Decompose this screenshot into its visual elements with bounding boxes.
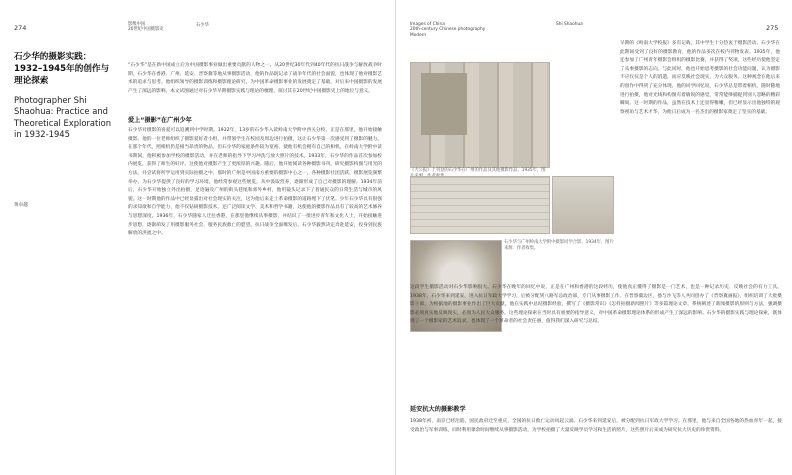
article-author: 黄卓越: [14, 203, 28, 208]
article-title-zh: 石少华的摄影实践：1932–1945年的创作与理论探索: [14, 52, 110, 86]
magazine-page-photo: [552, 176, 614, 234]
section1-body: 石少华对摄影的喜爱可以追溯到中学时期。1932年，13岁的石少华入读岭南大学附中西关分校，正是在那里，他开始接触摄影。他的一位老师组织了摄影爱好者小组，并带领学生在校园及周边进行拍摄，这让石少华第一次感受到了摄影的魅力。在那个年代，照相机仍是相当昂贵的物品，但石少华的家庭条件较为宽裕，使他有机会拥有自己的相机。在岭南大学附中读书期间，他积极参加学校的摄影活动，并在老师的指导下学习冲洗与放大照片的技术。1933年，石少华的作品首次参加校内展览，获得了师生的好评。这使他对摄影产生了更浓厚的兴趣。随后，他开始阅读各种摄影书刊，研究摄影构图与用光的方法，并尝试将所学运用到实际拍摄之中。那时的广州是中国南方重要的摄影中心之一，各种摄影社团活跃，摄影展览频繁举办，为石少华提供了良好的学习环境。他经常参观这些展览，从中汲取营养，逐渐形成了自己对摄影的理解。1934年前后，石少华开始独立外出拍摄，足迹遍及广州的街头巷尾和郊外乡村，他用镜头记录下了普通民众的日常生活与城市的风貌。这一时期他的作品中已经显露出对社会现实的关注，这为他后来走上革命摄影的道路埋下了伏笔。少年石少华具有很强的求知欲和自学能力，他不仅钻研摄影技术，还广泛阅读文学、美术和哲学书籍，这使他的摄影作品具有了较高的艺术修养与思想深度。1936年，石少华随家人迁往香港，在那里他继续从事摄影，并结识了一批进步青年和文化人士，开始接触进步思想，逐渐萌发了用摄影服务社会、服务民族救亡的愿望。抗日战争全面爆发后，石少华毅然决定奔赴延安，投身到民族解放的洪流之中。: [128, 128, 382, 237]
left-page-number: 274: [14, 24, 27, 32]
left-running-header: [128, 22, 164, 33]
left-header-line2: 20世纪中国摄影史: [128, 27, 164, 33]
left-header-line1: 影像中国: [128, 22, 146, 27]
photo2-caption: 石少华与广州岭南大学附中摄影同学合影，1934年，图片来源：作者收集。: [504, 240, 614, 251]
section2-heading: 延安抗大的摄影教学: [410, 406, 466, 413]
right-header-line2: 20th-century Chinese photography: [410, 27, 486, 33]
right-column-text: 早期的《岭南大学校报》多有记载，其中学生十分热衷于摄影活动。石少华在此期间受到了良好的摄影教育，他的作品多次在校内刊物发表。1935年，他还参加了广州青年摄影会组织的摄影比赛，并获得了奖项。这些经历使他坚定了从事摄影的志向。与此同时，他也开始思考摄影的社会功能问题，认为摄影不应仅仅是个人的消遣，而应反映社会现实，为大众服务。这种观念在他后来的创作中得到了充分体现。他的同学回忆说，石少华总是带着相机，随时随地进行拍摄，他对光线和构图有着敏锐的感觉，常常能够捕捉到别人忽略的精彩瞬间。这一时期的作品，虽然在技术上还显得稚嫩，但已经显示出他独特的观察视角与艺术才华，为他日后成为一名杰出的摄影家奠定了坚实的基础。: [620, 41, 780, 115]
right-page-number: 275: [766, 24, 779, 32]
right-header-line1: Images of China: [410, 22, 445, 27]
right-header-line3: Modern: [410, 32, 427, 38]
intro-paragraph: “石少华”是在新中国成立后为中国摄影事业做出重要贡献的人物之一。从20世纪30年代到40年代的抗日战争与解放战争时期，石少华在香港、广州、延安、晋察冀等地从事摄影活动，他的作品既记录了战争年代的社会面貌，也体现了他对摄影艺术的追求与思考。他组织领导的摄影训练和摄影理论研究，为中国革命摄影事业的发展奠定了基础，对后来中国摄影的发展产生了深远的影响。本文试图通过对石少华早期摄影实践与理论的梳理，探讨其在20世纪中国摄影史上的地位与意义。: [128, 63, 382, 94]
right-page: [396, 0, 792, 475]
right-header-author: Shi Shaohua: [556, 22, 583, 27]
section1-heading: 爱上“摄影”在广州少年: [128, 117, 192, 124]
magazine-spread-photo: [410, 176, 550, 234]
article-title-en: Photographer Shi Shaohua: Practice and Theoretical Exploration in 1932-1945: [14, 95, 112, 139]
right-body-text: 这段学生摄影活动对石少华影响很大。石少华在晚年的回忆中说，正是在广州和香港的这段经历，使他真正懂得了摄影是一门艺术，也是一种记录历史、反映社会的有力工具。1938年，石少华来到延安，进入抗日军政大学学习，后被分配到八路军总政治部，专门从事摄影工作。在晋察冀边区，他与沙飞等人共同创办了《晋察冀画报》，组织培训了大批摄影干部，为根据地的摄影事业作出了巨大贡献。他在实践中总结摄影经验，撰写了《摄影常识》《怎样拍摄新闻照片》等多篇理论文章，系统阐述了新闻摄影的原则与方法，强调摄影必须真实地反映现实，必须为人民大众服务。这些理论探索在当时具有重要的指导意义，对中国革命摄影理论体系的形成产生了深远的影响。石少华的摄影实践与理论探索，既体现了一个摄影家的艺术追求，也体现了一个革命者的社会责任感，值得我们深入研究与总结。: [410, 285, 782, 325]
photo1-caption: 《大公报》上刊登的石少华在广州的作品及其他摄影作品，1935年，图: [410, 168, 546, 173]
newspaper-clipping-photo: [410, 62, 550, 168]
right-running-header: [410, 22, 485, 38]
left-header-author: 石少华: [196, 23, 209, 28]
section2-body: 1938年初，南京已经沦陷，国民政府迁至重庆，全国的抗日救亡运动风起云涌。石少华来到延安后，被分配到抗日军政大学学习。在那里，他与来自全国各地的热血青年一起，接受政治与军事训练，同时利用课余时间继续从事摄影活动，为学校拍摄了大量反映学员学习和生活的照片，这些照片后来成为研究抗大历史的珍贵资料。: [410, 419, 782, 433]
